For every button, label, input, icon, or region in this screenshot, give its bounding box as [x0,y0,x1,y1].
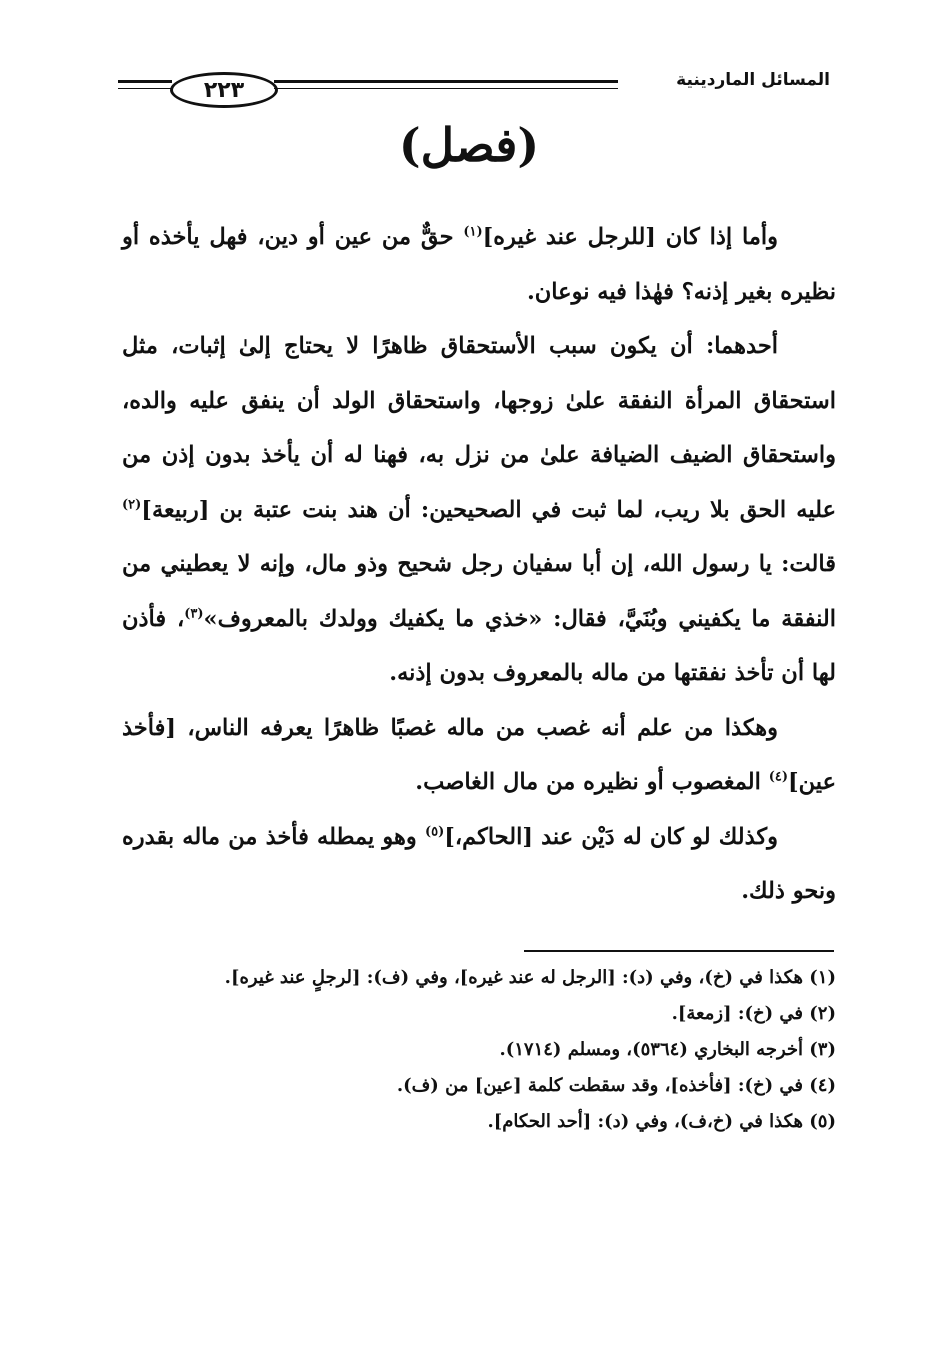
text-run: قالت: يا رسول الله، إن أبا سفيان رجل شحيح وذو مال، وإنه لا يعطيني من النفقة ما يكفيني وبُنَيَّ، فقال: «خذي ما يكفيك وولدك بالمعروف» [122,551,836,632]
text-run: ، فأذن لها أن تأخذ نفقتها من ماله بالمعروف بدون إذنه. [122,605,836,686]
header-rule-middle-thin [274,88,618,89]
footnote-separator [524,950,834,952]
footnote-ref[interactable]: (٤) [768,769,788,785]
footnote-5: (٥) هكذا في (خ،ف)، وفي (د): [أحد الحكام]. [487,1111,836,1132]
header-rule-left-thin [118,88,172,89]
footnote-ref[interactable]: (٢) [122,497,142,512]
text-run: أحدهما: أن يكون سبب الأستحقاق ظاهرًا لا يحتاج إلىٰ إثبات، مثل استحقاق المرأة النفقة علىٰ زوجها، واستحقاق الولد أن ينفق عليه والده، واستحقاق الضيف الضيافة علىٰ من نزل به، فهنا له أن يأخذ بدون إذن من عليه الحق بلا ريب، لما ثبت في الصحيحين: أن هند بنت عتبة بن [ربيعة] [122,333,836,523]
page-header [118,68,830,108]
footnotes [122,962,836,1142]
header-rule-left [118,80,172,83]
text-run: حقٌّ من عين أو دين، فهل يأخذه أو نظيره بغير إذنه؟ فهٰذا فيه نوعان. [122,224,836,305]
main-text [122,210,836,919]
text-run: وهكذا من علم أنه غصب من ماله غصبًا ظاهرًا يعرفه الناس، [فأخذ عين] [122,714,836,795]
footnote-2: (٢) في (خ): [زمعة]. [671,1003,836,1024]
footnote-ref[interactable]: (٥) [424,824,445,839]
book-title: المسائل الماردينية [676,70,830,90]
footnote-1: (١) هكذا في (خ)، وفي (د): [الرجل له عند غيره]، وفي (ف): [لرجلٍ عند غيره]. [224,967,836,988]
paragraph-2 [122,319,836,701]
text-run: وهو يمطله فأخذ من ماله بقدره ونحو ذلك. [122,823,836,904]
footnote-3: (٣) أخرجه البخاري (٥٣٦٤)، ومسلم (١٧١٤). [499,1039,836,1060]
footnote-ref[interactable]: (١) [463,224,483,240]
page-number: ٢٢٣ [170,72,278,108]
paragraph-4 [122,810,836,919]
header-rule-middle [274,80,618,83]
text-run: وأما إذا كان [للرجل عند غيره] [482,224,778,250]
paragraph-1 [122,210,836,319]
footnote-4: (٤) في (خ): [فأخذه]، وقد سقطت كلمة [عين] من (ف). [396,1075,836,1096]
footnote-ref[interactable]: (٣) [184,606,204,621]
text-run: المغصوب أو نظيره من مال الغاصب. [415,769,769,795]
section-heading: (فصل) [398,118,540,172]
paragraph-3 [122,701,836,810]
text-run: وكذلك لو كان له دَيْن عند [الحاكم،] [444,823,778,850]
